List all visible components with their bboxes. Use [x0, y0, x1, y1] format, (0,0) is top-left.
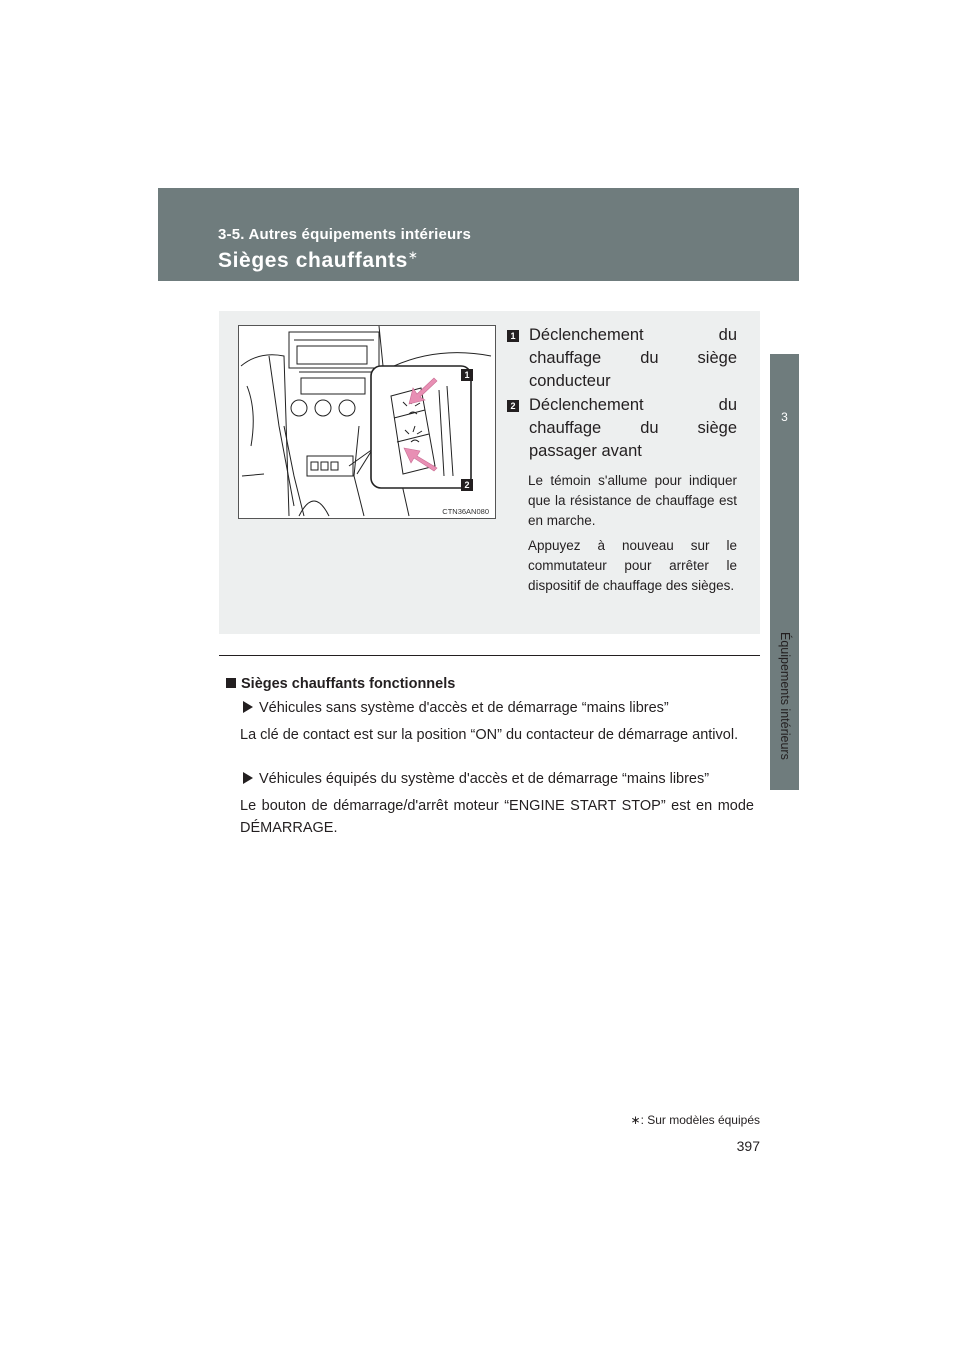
triangle-arrow-icon [243, 772, 253, 784]
callout-word: chauffage [529, 349, 602, 367]
page-title-text: Sièges chauffants [218, 249, 408, 272]
callout-badge-1: 1 [507, 330, 519, 342]
section-label: 3-5. Autres équipements intérieurs [218, 226, 471, 243]
footnote: ∗: Sur modèles équipés [630, 1113, 760, 1127]
condition-bullet-1 [243, 700, 669, 716]
section-header [158, 188, 799, 281]
square-bullet-icon [226, 678, 236, 688]
condition-description-2: Le bouton de démarrage/d'arrêt moteur “ENGINE START STOP” est en mode DÉMARRAGE. [240, 798, 754, 836]
triangle-arrow-icon [243, 701, 253, 713]
condition-description-1: La clé de contact est sur la position “ON” du contacteur de démarrage antivol. [240, 727, 739, 743]
figure-badge-1: 1 [461, 369, 473, 381]
callout-badge-2: 2 [507, 400, 519, 412]
callout-word: conducteur [529, 372, 611, 390]
callout-word: Déclenchement [529, 326, 644, 344]
page-title [218, 248, 419, 273]
condition-text: Véhicules sans système d'accès et de démarrage “mains libres” [259, 700, 669, 716]
chapter-title: Équipements intérieurs [778, 632, 792, 760]
callout-word: siège [697, 419, 737, 437]
callout-word: passager avant [529, 442, 642, 460]
illustration-panel [219, 311, 760, 634]
callout-word: siège [697, 349, 737, 367]
chapter-number: 3 [781, 410, 788, 424]
callout-word: du [640, 349, 659, 367]
callout-word: du [718, 326, 737, 344]
divider [219, 655, 760, 656]
callout-word: du [718, 396, 737, 414]
indicator-note: Le témoin s'allume pour indiquer que la résistance de chauffage est en marche. [528, 473, 737, 528]
condition-text: Véhicules équipés du système d'accès et de démarrage “mains libres” [259, 771, 710, 787]
figure-code: CTN36AN080 [442, 507, 489, 516]
callout-passenger [529, 394, 737, 463]
figure-badge-2: 2 [461, 479, 473, 491]
subsection-heading [226, 676, 455, 692]
callout-driver [529, 324, 737, 393]
seat-heater-illustration [238, 325, 496, 519]
callout-word: Déclenchement [529, 396, 644, 414]
subsection-heading-text: Sièges chauffants fonctionnels [241, 676, 456, 692]
callout-word: chauffage [529, 419, 602, 437]
dashboard-drawing [239, 326, 495, 518]
switch-off-note: Appuyez à nouveau sur le commutateur pour arrêter le dispositif de chauffage des sièges. [528, 538, 737, 593]
condition-bullet-2 [243, 771, 709, 787]
page-number: 397 [736, 1138, 760, 1154]
equipped-mark: ∗ [407, 248, 419, 262]
callout-word: du [640, 419, 659, 437]
